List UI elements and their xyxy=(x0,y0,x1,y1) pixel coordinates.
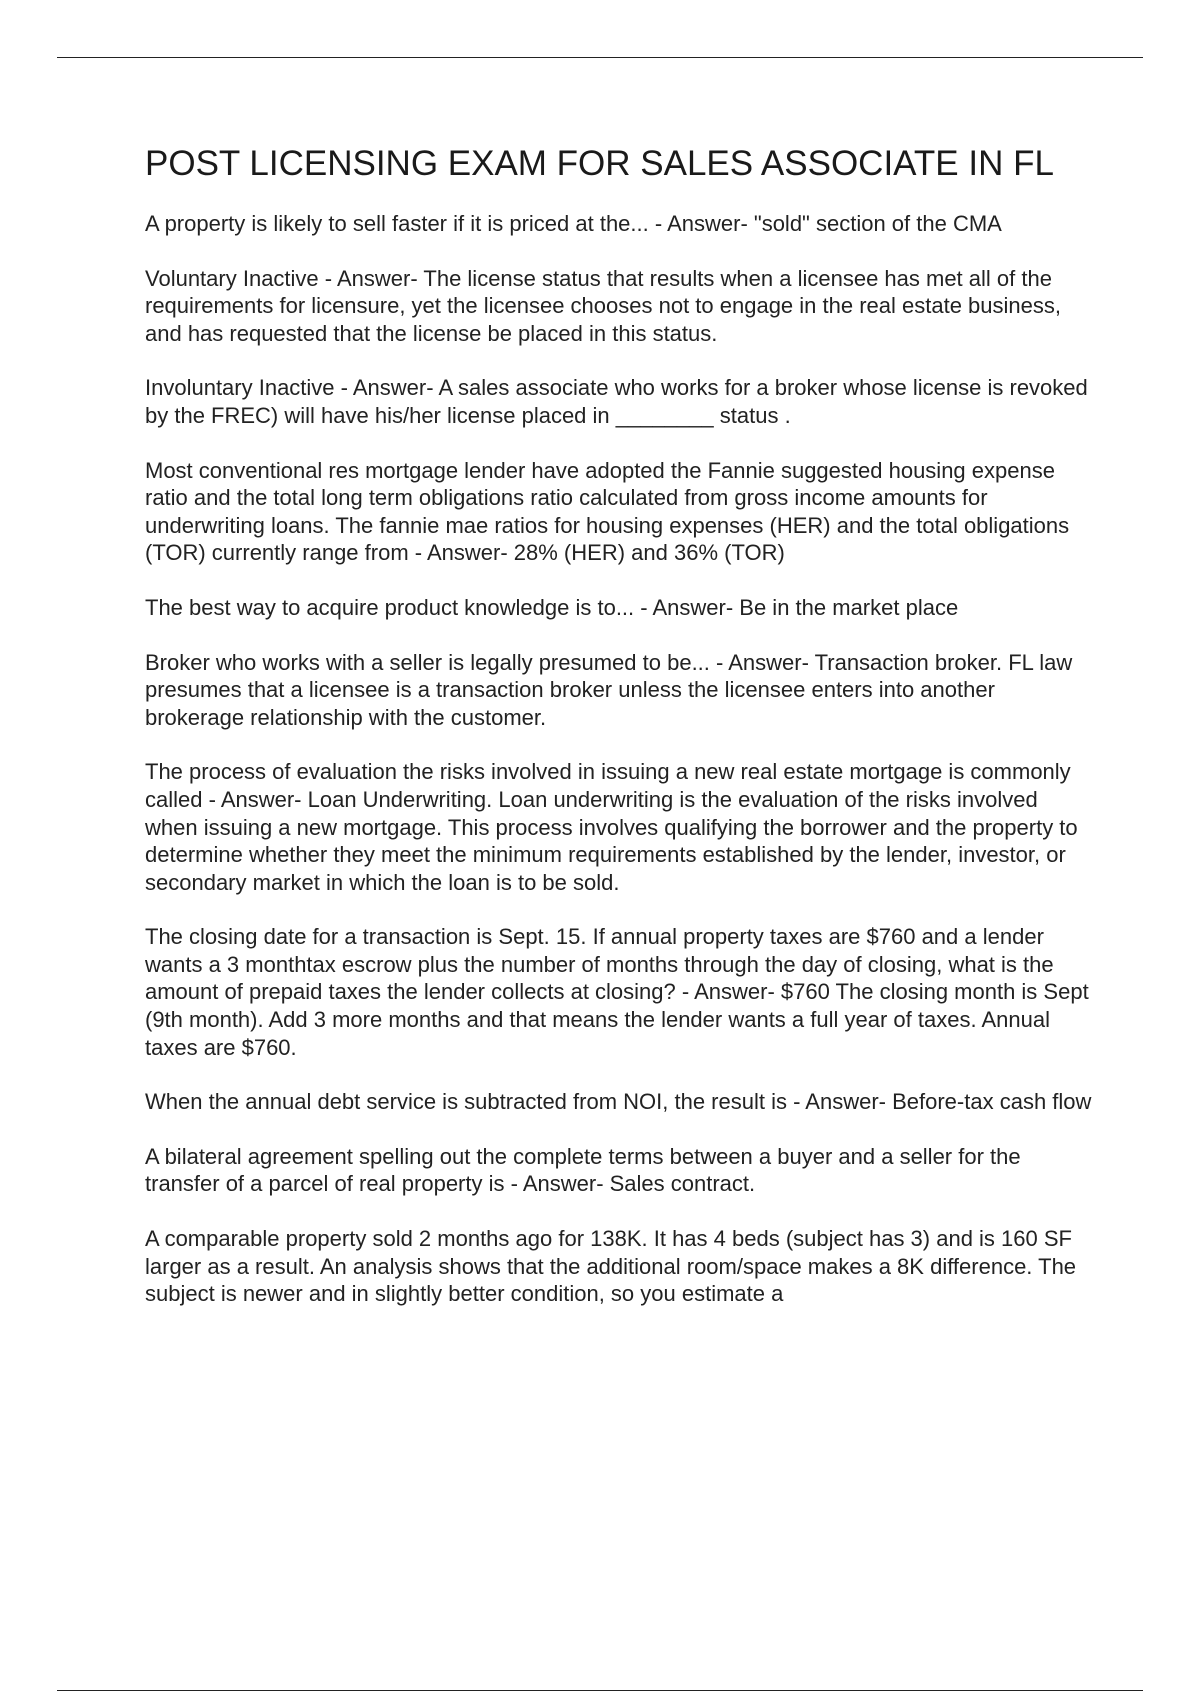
qa-item: The process of evaluation the risks involved in issuing a new real estate mortgage is commonly called - Answer- Loan Underwriting. Loan underwriting is the evaluation of the risks involved when issuing a new mortgage. This process involves qualifying the borrower and the property to determine whether they meet the minimum requirements established by the lender, investor, or secondary market in which the loan is to be sold. xyxy=(145,759,1078,895)
qa-item: Voluntary Inactive - Answer- The license status that results when a licensee has met all of the requirements for licensure, yet the licensee chooses not to engage in the real estate business, and has requested that the license be placed in this status. xyxy=(145,265,1061,346)
qa-item: When the annual debt service is subtracted from NOI, the result is - Answer- Before-tax cash flow xyxy=(145,1089,1092,1115)
qa-item: A comparable property sold 2 months ago for 138K. It has 4 beds (subject has 3) and is 160 SF larger as a result. An analysis shows that the additional room/space makes a 8K difference. The subject is newer and in slightly better condition, so you estimate a xyxy=(145,1226,1077,1307)
qa-item: The closing date for a transaction is Sept. 15. If annual property taxes are $760 and a lender wants a 3 monthtax escrow plus the number of months through the day of closing, what is the amount of prepaid taxes the lender collects at closing? - Answer- $760 The closing month is Sept (9th month). Add 3 more months and that means the lender wants a full year of taxes. Annual taxes are $760. xyxy=(145,924,1089,1060)
qa-item: Involuntary Inactive - Answer- A sales associate who works for a broker whose license is revoked by the FREC) will have his/her license placed in ________ status . xyxy=(145,375,1088,428)
qa-list xyxy=(145,210,1093,1308)
qa-item: A property is likely to sell faster if it is priced at the... - Answer- "sold" section of the CMA xyxy=(145,211,1002,236)
qa-item: Most conventional res mortgage lender have adopted the Fannie suggested housing expense ratio and the total long term obligations ratio calculated from gross income amounts for underwriting loans. The fannie mae ratios for housing expenses (HER) and the total obligations (TOR) currently range from - Answer- 28% (HER) and 36% (TOR) xyxy=(145,457,1070,566)
header-rule xyxy=(57,57,1143,58)
document-body xyxy=(145,142,1093,1335)
qa-item: Broker who works with a seller is legally presumed to be... - Answer- Transaction broker. FL law presumes that a licensee is a transaction broker unless the licensee enters into another brokerage relationship with the customer. xyxy=(145,649,1073,730)
document-title: POST LICENSING EXAM FOR SALES ASSOCIATE IN FL xyxy=(145,144,1054,183)
footer-rule xyxy=(57,1690,1143,1691)
qa-item: A bilateral agreement spelling out the complete terms between a buyer and a seller for the transfer of a parcel of real property is - Answer- Sales contract. xyxy=(145,1143,1021,1197)
qa-item: The best way to acquire product knowledge is to... - Answer- Be in the market place xyxy=(145,594,959,620)
